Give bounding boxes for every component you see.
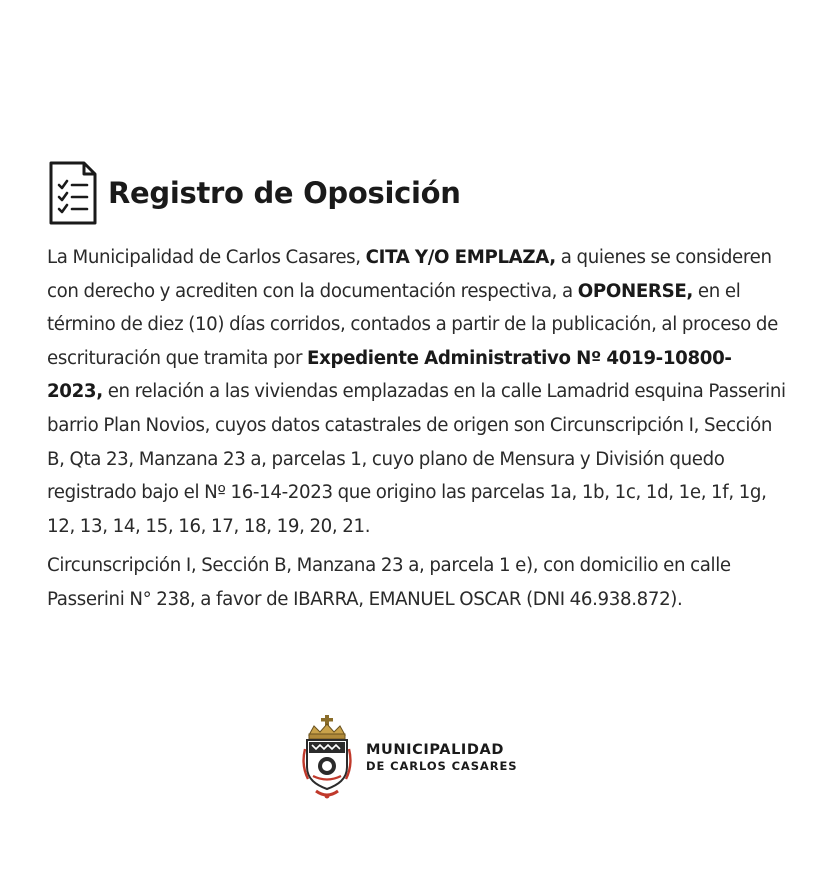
notice-body: [47, 241, 787, 617]
checklist-document-icon: [48, 160, 98, 226]
brand-line-1: MUNICIPALIDAD: [366, 741, 505, 758]
text-segment: a quienes se consideren con derecho y acrediten con la documentación respectiva, a: [47, 247, 772, 302]
text-segment: en relación a las viviendas emplazadas en la calle Lamadrid esquina Passerini barrio Plan Novios, cuyos datos catastrales de origen son Circunscripción I, Sección B, Qta 23, Manzana 23 a, parcelas 1, cuyo plano de Mensura y División quedo registrado bajo el Nº 16-14-2023 que origino las parcelas 1a, 1b, 1c, 1d, 1e, 1f, 1g, 12, 13, 14, 15, 16, 17, 18, 19, 20, 21.: [47, 381, 786, 537]
notice-paragraph-1: [47, 241, 787, 543]
notice-paragraph-2: Circunscripción I, Sección B, Manzana 23 a, parcela 1 e), con domicilio en calle Passerini N° 238, a favor de IBARRA, EMANUEL OSCAR (DNI 46.938.872).: [47, 555, 731, 610]
municipal-crest-icon: [300, 713, 354, 801]
bold-segment-oponerse: OPONERSE,: [577, 280, 693, 302]
brand-line-2: DE CARLOS CASARES: [366, 758, 518, 773]
page-header: [48, 160, 461, 226]
text-segment: La Municipalidad de Carlos Casares,: [47, 247, 366, 268]
page-title: Registro de Oposición: [108, 176, 461, 210]
footer-logo: [300, 713, 517, 801]
bold-segment-expediente: Expediente Administrativo Nº 4019-10800-2023,: [47, 347, 732, 403]
text-segment: en el término de diez (10) días corridos, contados a partir de la publicación, al proceso de escrituración que tramita por: [47, 280, 778, 369]
brand-wordmark: [366, 741, 517, 774]
bold-segment-cita: CITA Y/O EMPLAZA,: [365, 247, 556, 268]
